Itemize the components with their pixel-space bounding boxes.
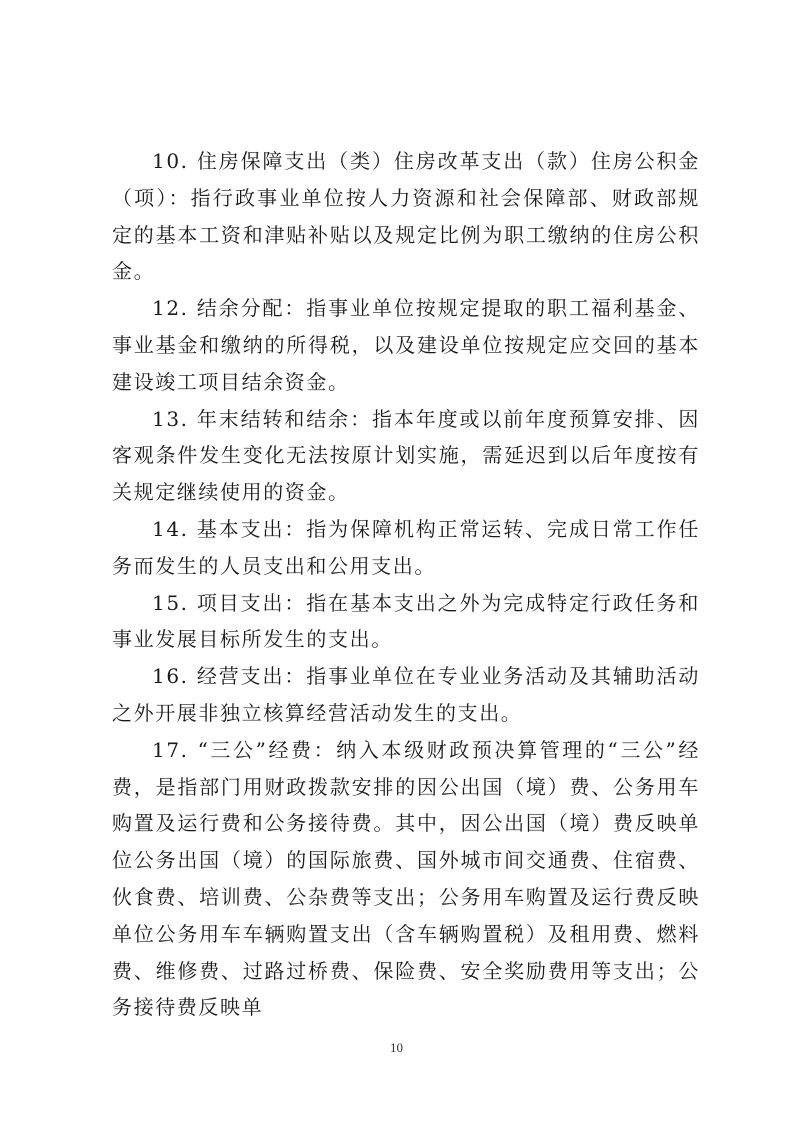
- paragraph-three-public-expenses: 17. “三公”经费：纳入本级财政预决算管理的“三公”经费，是指部门用财政拨款安排的因公出国（境）费、公务用车购置及运行费和公务接待费。其中，因公出国（境）费反映单位公务出国（境）的国际旅费、国外城市间交通费、住宿费、伙食费、培训费、公杂费等支出；公务用车购置及运行费反映单位公务用车车辆购置支出（含车辆购置税）及租用费、燃料费、维修费、过路过桥费、保险费、安全奖励费用等支出；公务接待费反映单: [112, 737, 700, 1020]
- paragraph-project-expenditure: 15. 项目支出：指在基本支出之外为完成特定行政任务和事业发展目标所发生的支出。: [112, 590, 700, 652]
- paragraph-operating-expenditure: 16. 经营支出：指事业单位在专业业务活动及其辅助活动之外开展非独立核算经营活动发生的支出。: [112, 664, 700, 725]
- paragraph-housing-fund: 10. 住房保障支出（类）住房改革支出（款）住房公积金（项）：指行政事业单位按人力资源和社会保障部、财政部规定的基本工资和津贴补贴以及规定比例为职工缴纳的住房公积金。: [112, 149, 700, 284]
- page-number: 10: [390, 1040, 403, 1055]
- paragraph-basic-expenditure: 14. 基本支出：指为保障机构正常运转、完成日常工作任务而发生的人员支出和公用支出。: [112, 516, 700, 578]
- paragraph-surplus-distribution: 12. 结余分配：指事业单位按规定提取的职工福利基金、事业基金和缴纳的所得税，以及建设单位按规定应交回的基本建设竣工项目结余资金。: [112, 296, 700, 394]
- paragraph-year-end-balance: 13. 年末结转和结余：指本年度或以前年度预算安排、因客观条件发生变化无法按原计划实施，需延迟到以后年度按有关规定继续使用的资金。: [112, 406, 700, 505]
- body-text: [112, 143, 700, 1026]
